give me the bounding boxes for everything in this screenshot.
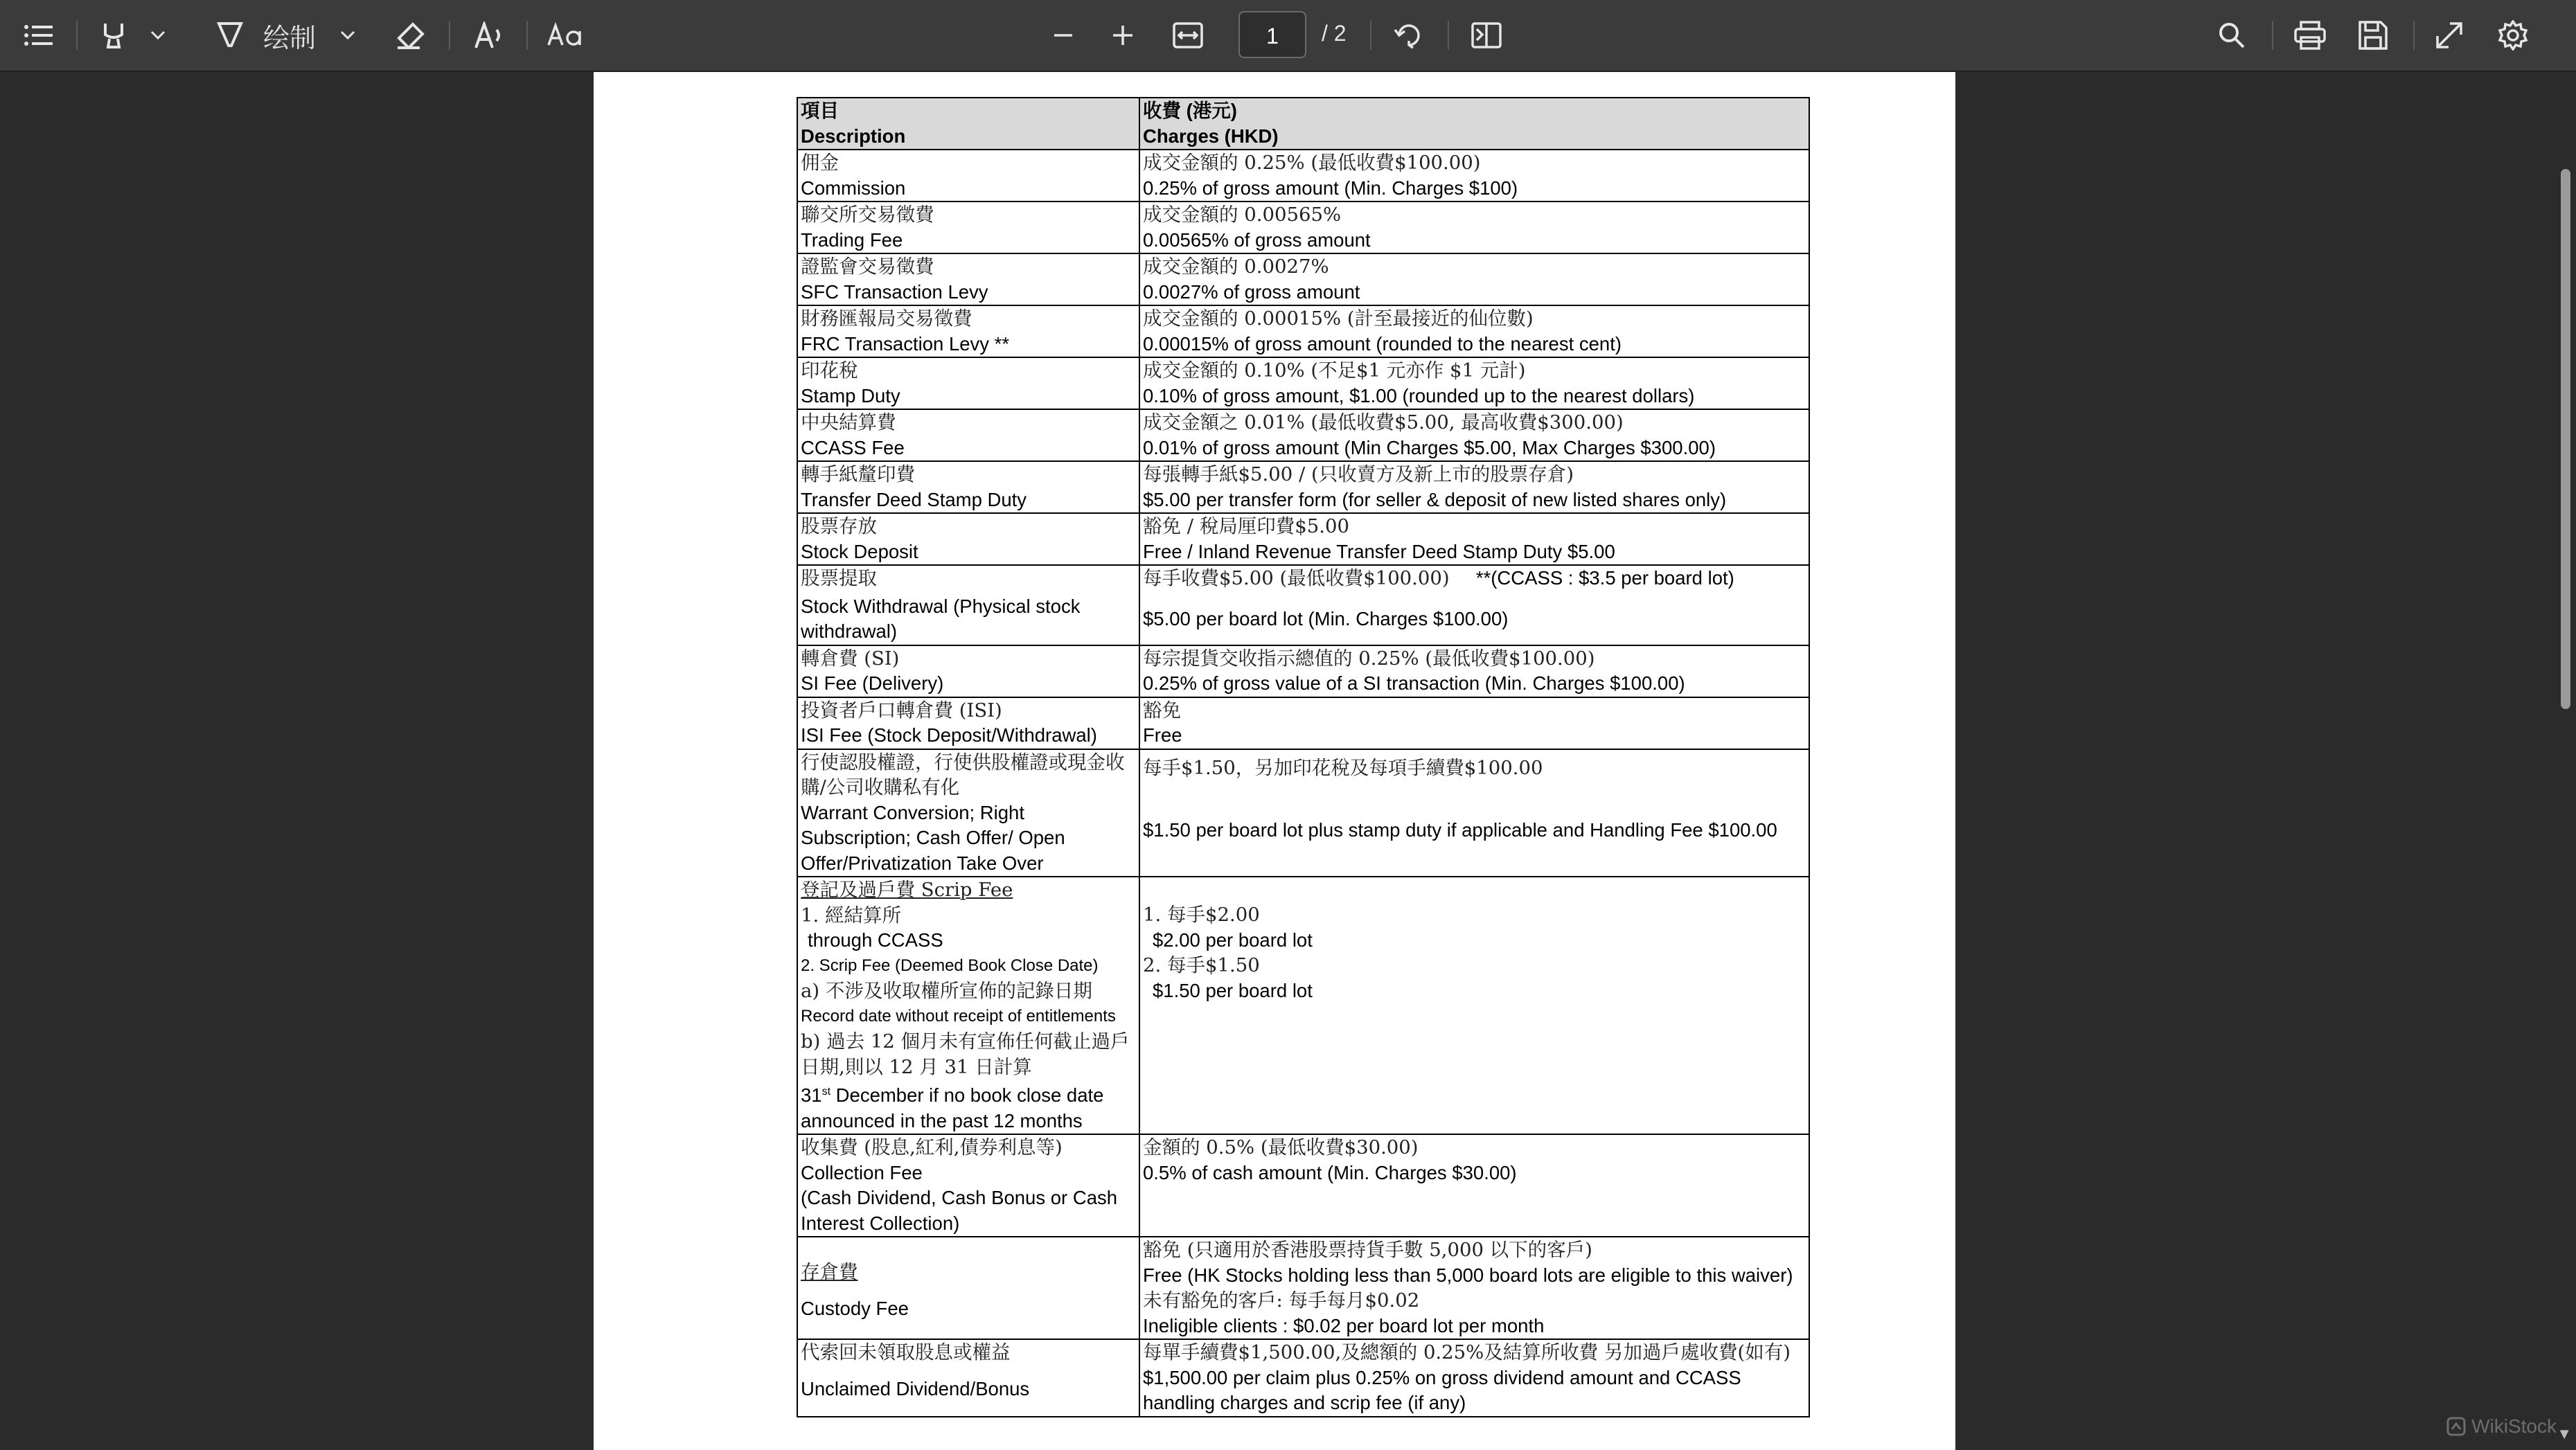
table-row: [797, 202, 1809, 253]
gear-icon[interactable]: [2494, 15, 2532, 55]
table-row: [797, 1339, 1809, 1417]
scroll-down-icon[interactable]: ▼: [2557, 1425, 2572, 1442]
page-view-icon[interactable]: [1467, 15, 1506, 55]
header-description: 項目 Description: [797, 98, 1139, 150]
row-description: 佣金 Commission: [797, 150, 1139, 202]
row-description: 轉倉費 (SI) SI Fee (Delivery): [797, 645, 1139, 697]
pdf-toolbar: [0, 0, 2576, 72]
row-charge: 豁免 (只適用於香港股票持貨手數 5,000 以下的客戶) Free (HK Stocks holding less than 5,000 board lots are eligible to this waiver) 未有豁免的客戶: 每手每月$0.02 Ineligible clients : $0.02 per board lot per month: [1139, 1237, 1809, 1339]
table-row: [797, 461, 1809, 513]
row-charge: 每單手續費$1,500.00,及總額的 0.25%及結算所收費 另加過戶處收費(如有) $1,500.00 per claim plus 0.25% on gross dividend amount and CCASS handling charges and scrip fee (if any): [1139, 1339, 1809, 1417]
row-charge: 每宗提貨交收指示總值的 0.25% (最低收費$100.00) 0.25% of gross value of a SI transaction (Min. Charges $100.00): [1139, 645, 1809, 697]
row-description: 轉手紙釐印費 Transfer Deed Stamp Duty: [797, 461, 1139, 513]
toolbar-divider: [1370, 21, 1371, 50]
contents-icon[interactable]: [19, 15, 58, 55]
toolbar-divider: [2413, 21, 2415, 50]
row-charge: 成交金額之 0.01% (最低收費$5.00, 最高收費$300.00) 0.01% of gross amount (Min Charges $5.00, Max Charges $300.00): [1139, 409, 1809, 461]
search-icon[interactable]: [2214, 15, 2250, 55]
row-description: 財務匯報局交易徵費 FRC Transaction Levy **: [797, 305, 1139, 357]
toolbar-divider: [1448, 21, 1449, 50]
read-aloud-icon[interactable]: [470, 15, 508, 55]
table-row: [797, 697, 1809, 749]
row-charge: 豁免 Free: [1139, 697, 1809, 749]
fee-table: [797, 97, 1810, 1417]
row-description: 證監會交易徵費 SFC Transaction Levy: [797, 253, 1139, 305]
zoom-in-icon[interactable]: [1105, 15, 1140, 55]
toolbar-divider: [449, 21, 450, 50]
translate-icon[interactable]: [543, 15, 587, 55]
page-total: / 2: [1322, 21, 1347, 46]
header-charges: 收費 (港元) Charges (HKD): [1139, 98, 1809, 150]
watermark-text: WikiStock: [2471, 1415, 2557, 1437]
table-row: [797, 253, 1809, 305]
row-charge: 成交金額的 0.10% (不足$1 元亦作 $1 元計) 0.10% of gross amount, $1.00 (rounded up to the nearest dollars): [1139, 357, 1809, 409]
table-row: [797, 645, 1809, 697]
toolbar-divider: [2272, 21, 2273, 50]
vertical-scrollbar[interactable]: [2555, 72, 2576, 1450]
zoom-out-icon[interactable]: [1046, 15, 1081, 55]
row-charge: 金額的 0.5% (最低收費$30.00) 0.5% of cash amount (Min. Charges $30.00): [1139, 1134, 1809, 1237]
row-charge: 成交金額的 0.0027% 0.0027% of gross amount: [1139, 253, 1809, 305]
highlight-icon[interactable]: [96, 15, 132, 55]
table-header-row: [797, 98, 1809, 150]
table-row: [797, 1237, 1809, 1339]
row-charge: 每手收費$5.00 (最低收費$100.00) **(CCASS : $3.5 per board lot) $5.00 per board lot (Min. Charges $100.00): [1139, 565, 1809, 645]
row-description: 行使認股權證，行使供股權證或現金收購/公司收購私有化 Warrant Conversion; Right Subscription; Cash Offer/ Open Offer/Privatization Take Over: [797, 749, 1139, 877]
table-row: [797, 409, 1809, 461]
chevron-down-icon[interactable]: [144, 15, 172, 55]
chevron-down-icon[interactable]: [334, 15, 362, 55]
draw-label[interactable]: 绘制: [263, 24, 316, 53]
table-row: [797, 877, 1809, 1134]
scroll-thumb[interactable]: [2561, 169, 2570, 709]
table-row: [797, 1134, 1809, 1237]
row-description: 登記及過戶費 Scrip Fee 1. 經結算所 through CCASS 2. Scrip Fee (Deemed Book Close Date) a) 不涉及收取權所宣佈的記錄日期 Record date without receipt of entitlements b) 過去 12 個月未有宣佈任何截止過戶日期,則以 12 月 31 日計算 31st December if no book close date announced in the past 12 months: [797, 877, 1139, 1134]
row-charge: 1. 每手$2.00 $2.00 per board lot 2. 每手$1.50 $1.50 per board lot: [1139, 877, 1809, 1134]
eraser-icon[interactable]: [391, 15, 429, 55]
fit-width-icon[interactable]: [1169, 15, 1207, 55]
full-screen-icon[interactable]: [2430, 15, 2469, 55]
row-description: 股票提取 Stock Withdrawal (Physical stock withdrawal): [797, 565, 1139, 645]
save-icon[interactable]: [2354, 15, 2392, 55]
toolbar-divider: [526, 21, 528, 50]
row-charge: 成交金額的 0.00565% 0.00565% of gross amount: [1139, 202, 1809, 253]
row-charge: 每手$1.50，另加印花稅及每項手續費$100.00 $1.50 per board lot plus stamp duty if applicable and Handling Fee $100.00: [1139, 749, 1809, 877]
watermark-logo-icon: [2446, 1417, 2466, 1436]
row-charge: 成交金額的 0.25% (最低收費$100.00) 0.25% of gross amount (Min. Charges $100): [1139, 150, 1809, 202]
row-description: 存倉費 Custody Fee: [797, 1237, 1139, 1339]
row-description: 投資者戶口轉倉費 (ISI) ISI Fee (Stock Deposit/Withdrawal): [797, 697, 1139, 749]
rotate-icon[interactable]: [1389, 15, 1428, 55]
pdf-page: [594, 72, 1955, 1450]
row-charge: 成交金額的 0.00015% (計至最接近的仙位數) 0.00015% of gross amount (rounded to the nearest cent): [1139, 305, 1809, 357]
table-row: [797, 749, 1809, 877]
table-row: [797, 150, 1809, 202]
row-description: 印花稅 Stamp Duty: [797, 357, 1139, 409]
table-row: [797, 357, 1809, 409]
row-description: 中央結算費 CCASS Fee: [797, 409, 1139, 461]
table-row: [797, 513, 1809, 565]
row-charge: 豁免 / 稅局厘印費$5.00 Free / Inland Revenue Transfer Deed Stamp Duty $5.00: [1139, 513, 1809, 565]
table-row: [797, 565, 1809, 645]
row-description: 股票存放 Stock Deposit: [797, 513, 1139, 565]
row-description: 收集費 (股息,紅利,債券利息等) Collection Fee (Cash Dividend, Cash Bonus or Cash Interest Collection): [797, 1134, 1139, 1237]
document-viewer[interactable]: [0, 72, 2576, 1450]
draw-icon[interactable]: [212, 15, 248, 55]
row-description: 聯交所交易徵費 Trading Fee: [797, 202, 1139, 253]
table-row: [797, 305, 1809, 357]
watermark: [2446, 1415, 2557, 1438]
page-number-input[interactable]: 1: [1238, 11, 1306, 58]
row-charge: 每張轉手紙$5.00 / (只收賣方及新上市的股票存倉) $5.00 per transfer form (for seller & deposit of new listed shares only): [1139, 461, 1809, 513]
toolbar-divider: [76, 21, 78, 50]
print-icon[interactable]: [2290, 15, 2330, 55]
row-description: 代索回未領取股息或權益 Unclaimed Dividend/Bonus: [797, 1339, 1139, 1417]
